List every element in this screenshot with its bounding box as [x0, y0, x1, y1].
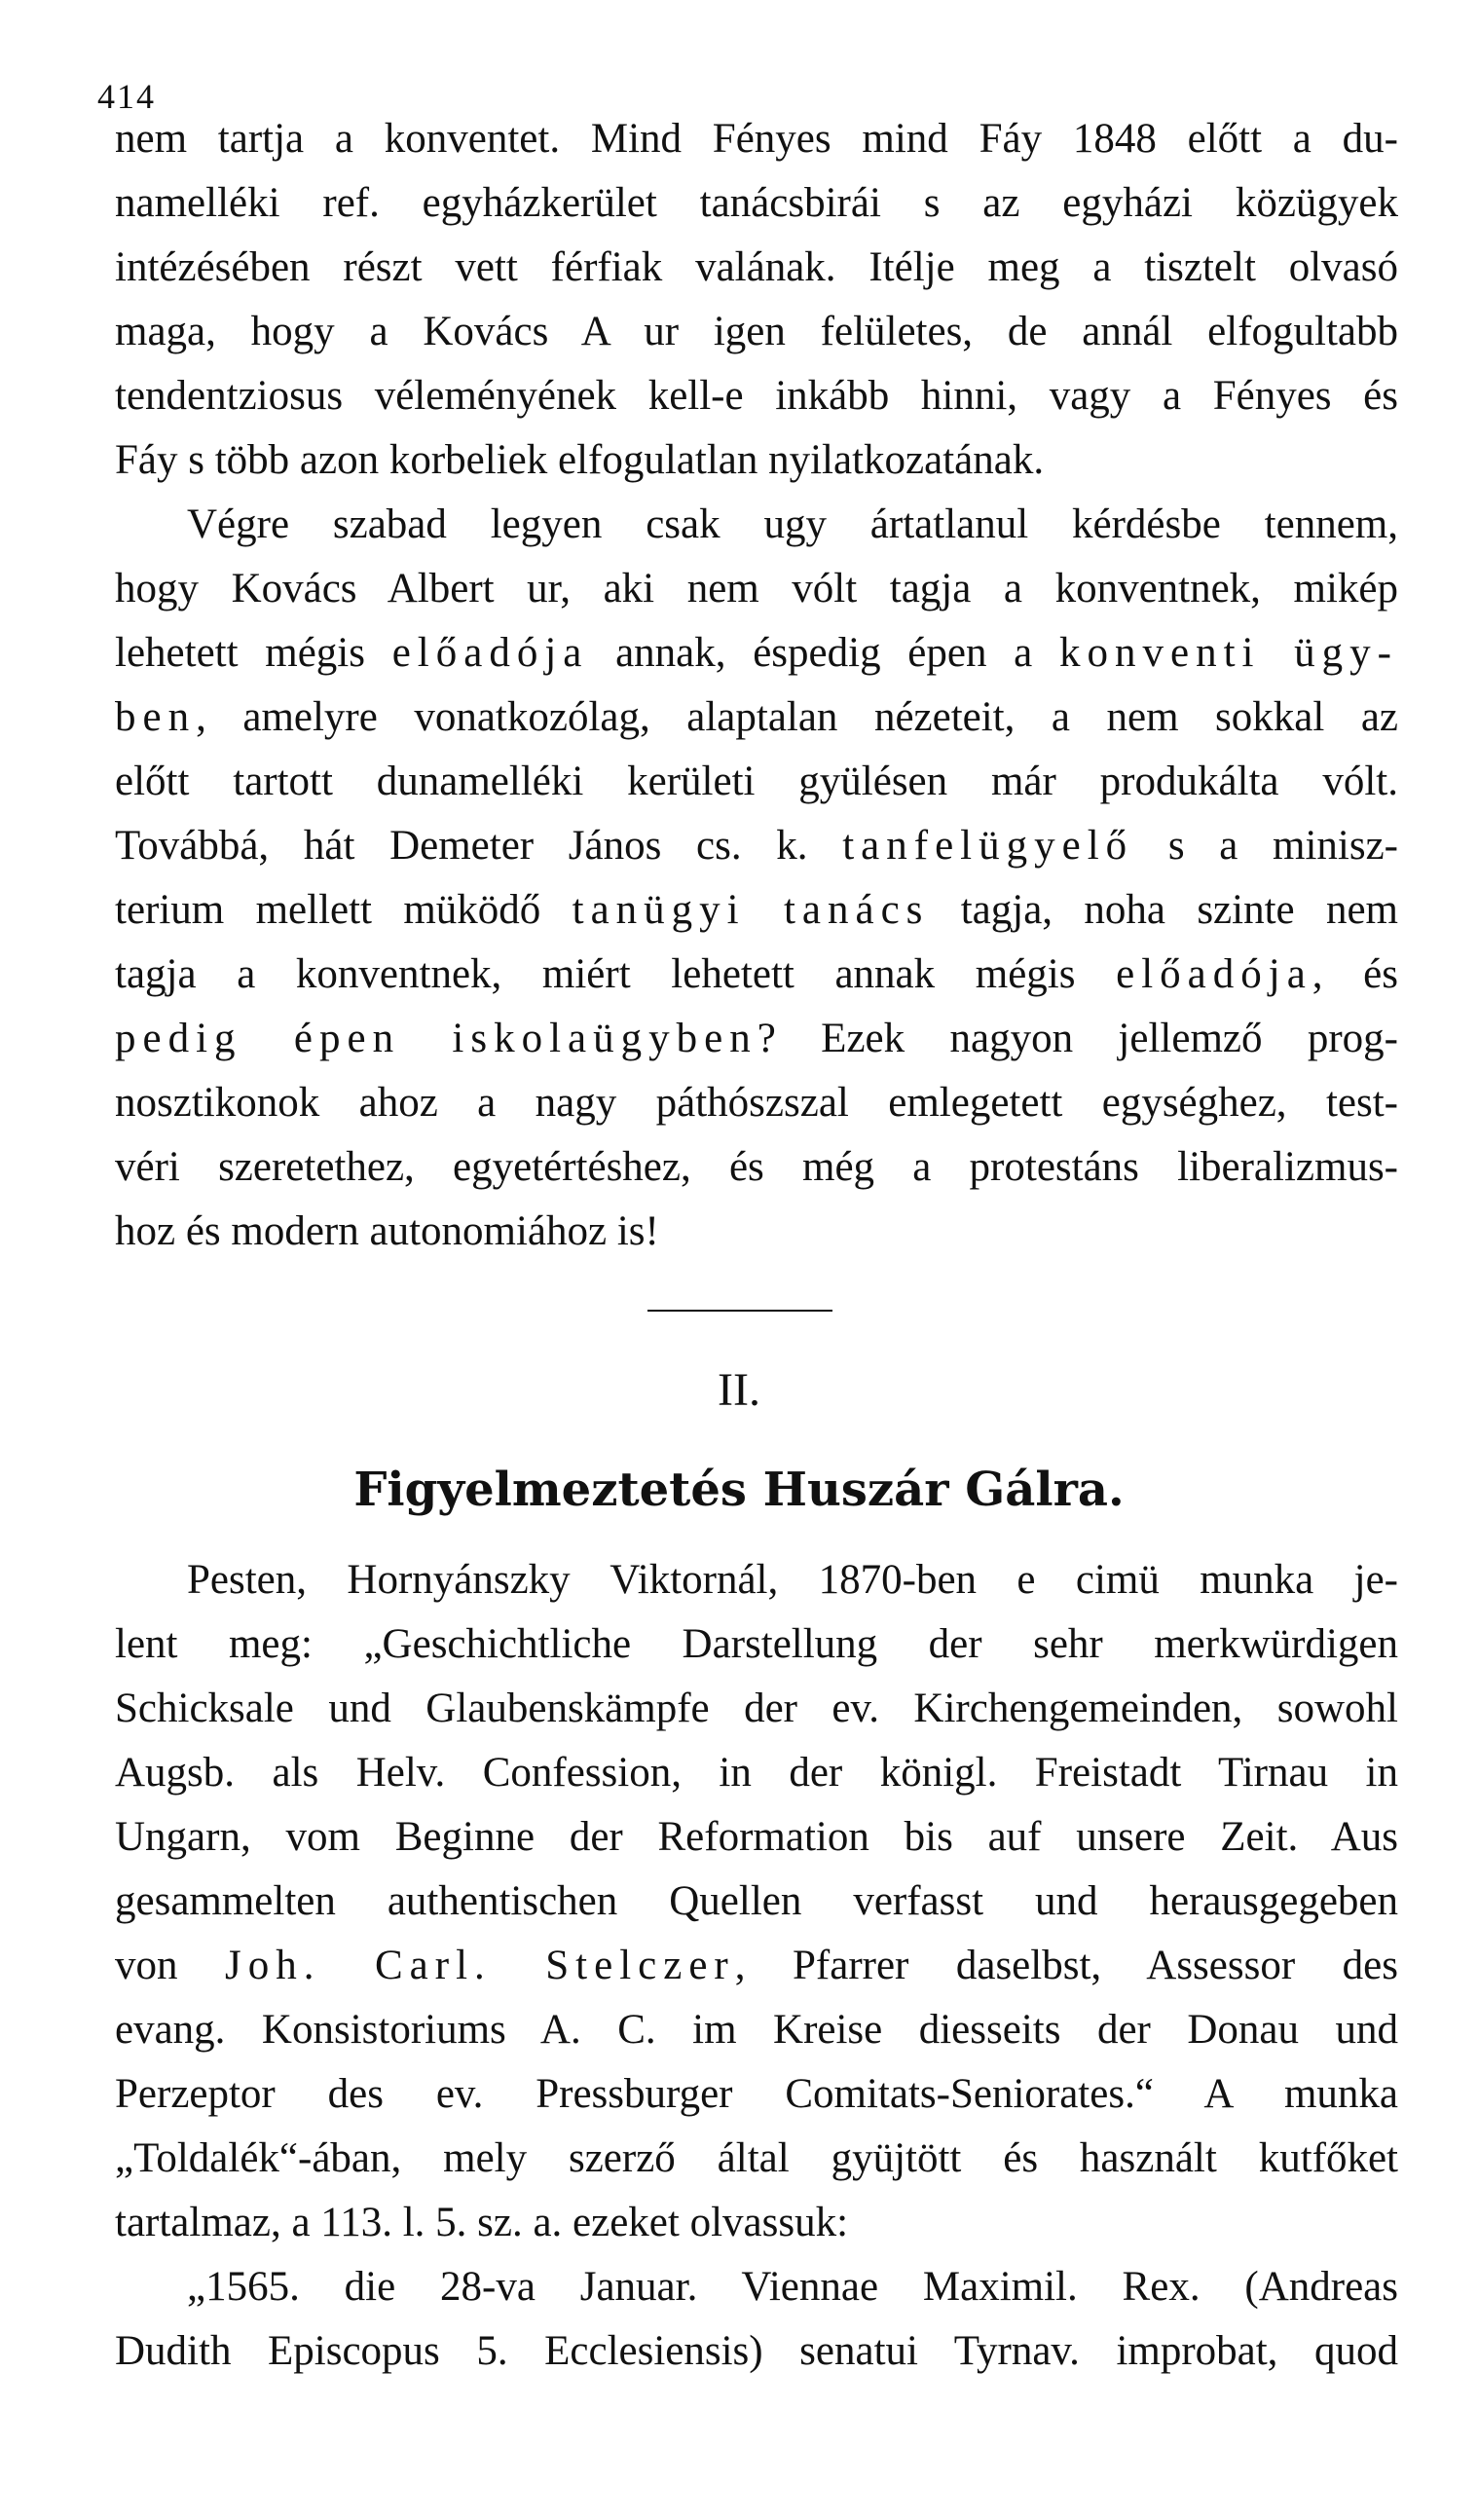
paragraph-3: [115, 1548, 1398, 2255]
paragraph-1: [115, 107, 1398, 493]
section-title: Figyelmeztetés Huszár Gálra.: [353, 1463, 1125, 1517]
text-run: terium mellett müködő: [115, 887, 573, 933]
text-line: nem tartja a konventet. Mind Fényes mind Fáy 1848 előtt a du-: [115, 116, 1398, 162]
spaced-text-run: tanfelügyelő: [842, 823, 1134, 869]
text-line: „Toldalék“-ában, mely szerző által gyüjtött és használt kutfőket: [115, 2135, 1398, 2181]
text-run: tagja a konventnek, miért lehetett annak mégis: [115, 951, 1117, 997]
spaced-text-run: előadója: [1116, 951, 1312, 997]
text-line: Ungarn, vom Beginne der Reformation bis auf unsere Zeit. Aus: [115, 1814, 1398, 1860]
text-line: [115, 686, 1398, 750]
text-line: [115, 1007, 1398, 1071]
text-line: Pesten, Hornyánszky Viktornál, 1870-ben e cimü munka je-: [187, 1557, 1398, 1603]
text-line: „1565. die 28-va Januar. Viennae Maximil. Rex. (Andreas: [187, 2264, 1398, 2310]
text-line: [115, 878, 1398, 943]
text-line: Fáy s több azon korbeliek elfogulatlan nyilatkozatának.: [115, 437, 1045, 483]
text-line: hoz és modern autonomiához is!: [115, 1208, 659, 1254]
spaced-text-run: konventi ügy-: [1058, 630, 1398, 676]
text-line: tartalmaz, a 113. l. 5. sz. a. ezeket olvassuk:: [115, 2200, 849, 2245]
text-line: Augsb. als Helv. Confession, in der königl. Freistadt Tirnau in: [115, 1750, 1398, 1796]
text-line: [115, 1934, 1398, 1998]
text-line: maga, hogy a Kovács A ur igen felületes, de annál elfogultabb: [115, 309, 1398, 354]
text-run: s a minisz-: [1133, 823, 1398, 869]
section-numeral: II.: [718, 1364, 760, 1416]
text-run: , Pfarrer daselbst, Assessor des: [734, 1943, 1398, 1988]
text-line: tendentziosus véleményének kell-e inkább hinni, vagy a Fényes és: [115, 373, 1398, 419]
text-run: lehetett mégis: [115, 630, 392, 676]
text-line: [115, 621, 1398, 686]
text-run: ? Ezek nagyon jellemző prog-: [757, 1016, 1398, 1061]
spaced-text-run: ben: [115, 694, 197, 740]
text-line: gesammelten authentischen Quellen verfasst und herausgegeben: [115, 1878, 1398, 1924]
text-run: tagja, noha szinte nem: [929, 887, 1398, 933]
text-line: nosztikonok ahoz a nagy páthószszal emlegetett egységhez, test-: [115, 1080, 1398, 1126]
text-line: namelléki ref. egyházkerület tanácsbirái s az egyházi közügyek: [115, 180, 1398, 226]
text-line: Perzeptor des ev. Pressburger Comitats-Seniorates.“ A munka: [115, 2071, 1398, 2117]
text-line: lent meg: „Geschichtliche Darstellung der sehr merkwürdigen: [115, 1621, 1398, 1667]
text-line: [115, 943, 1398, 1007]
page-number: 414: [97, 77, 156, 116]
text-run: , amelyre vonatkozólag, alaptalan nézeteit, a nem sokkal az: [196, 694, 1398, 740]
text-line: véri szeretethez, egyetértéshez, és még a protestáns liberalizmus-: [115, 1144, 1398, 1190]
spaced-text-run: Joh. Carl. Stelczer: [225, 1943, 735, 1988]
paragraph-2: [115, 493, 1398, 1264]
text-line: intézésében részt vett férfiak valának. Itélje meg a tisztelt olvasó: [115, 244, 1398, 290]
spaced-text-run: előadója: [391, 630, 589, 676]
text-line: Dudith Episcopus 5. Ecclesiensis) senatui Tyrnav. improbat, quod: [115, 2328, 1398, 2374]
text-line: Végre szabad legyen csak ugy ártatlanul kérdésbe tennem,: [187, 501, 1398, 547]
paragraph-4: [115, 2255, 1398, 2384]
text-line: [115, 814, 1398, 878]
text-run: von: [115, 1943, 225, 1988]
text-run: Továbbá, hát Demeter János cs. k.: [115, 823, 843, 869]
text-line: evang. Konsistoriums A. C. im Kreise diesseits der Donau und: [115, 2007, 1398, 2053]
spaced-text-run: tanügyi tanács: [572, 887, 930, 933]
spaced-text-run: pedig épen iskolaügyben: [115, 1016, 757, 1061]
text-run: annak, éspedig épen a: [588, 630, 1059, 676]
text-line: Schicksale und Glaubenskämpfe der ev. Kirchengemeinden, sowohl: [115, 1686, 1398, 1731]
text-line: előtt tartott dunamelléki kerületi gyülésen már produkálta vólt.: [115, 759, 1398, 804]
text-run: , és: [1312, 951, 1398, 997]
section-divider: [647, 1310, 832, 1312]
text-line: hogy Kovács Albert ur, aki nem vólt tagja a konventnek, mikép: [115, 566, 1398, 611]
